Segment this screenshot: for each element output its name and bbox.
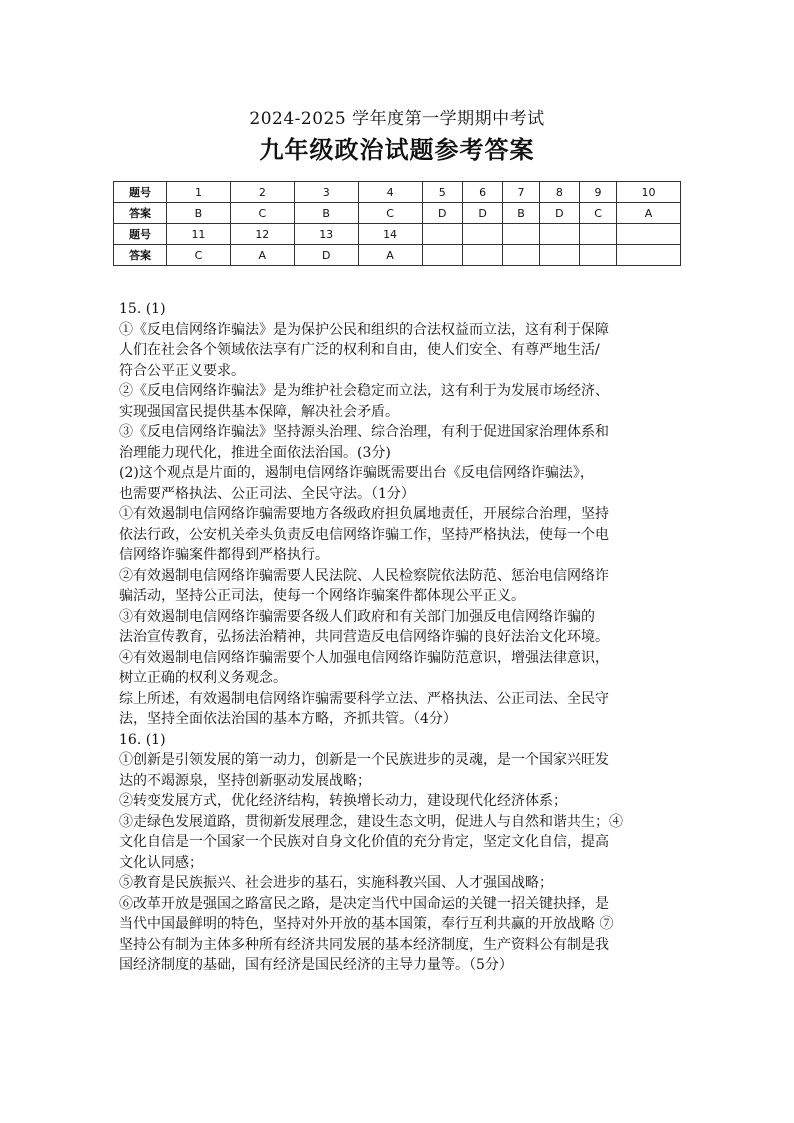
text-line: 也需要严格执法、公正司法、全民守法。（1分） [119, 485, 415, 502]
table-cell: D [462, 203, 502, 224]
table-cell: C [230, 203, 294, 224]
table-cell: 3 [294, 182, 358, 203]
text-line: ⑤教育是民族振兴、社会进步的基石，实施科教兴国、人才强国战略； [119, 875, 553, 891]
table-cell: 8 [539, 182, 579, 203]
answer-table [113, 181, 681, 266]
table-cell: 5 [422, 182, 462, 203]
text-line: 实现强国富民提供基本保障，解决社会矛盾。 [119, 403, 399, 420]
text-line: ②《反电信网络诈骗法》是为维护社会稳定而立法，这有利于为发展市场经济、 [119, 383, 609, 399]
table-cell [503, 245, 539, 266]
table-cell: A [230, 245, 294, 266]
text-line: 法，坚持全面依法治国的基本方略，齐抓共管。（4分） [119, 711, 457, 727]
table-cell: B [503, 203, 539, 224]
text-line: 骗活动，坚持公正司法，使每一个网络诈骗案件都体现公平正义。 [119, 588, 525, 604]
text-line: 15. (1) [119, 301, 166, 317]
table-cell: 13 [294, 224, 358, 245]
row-header: 答案 [114, 245, 167, 266]
text-line: ①创新是引领发展的第一动力，创新是一个民族进步的灵魂，是一个国家兴旺发 [119, 752, 609, 768]
table-cell: 6 [462, 182, 502, 203]
answer-table-row [114, 245, 681, 266]
row-header: 题号 [114, 224, 167, 245]
table-cell: 2 [230, 182, 294, 203]
text-line: ①有效遏制电信网络诈骗需要地方各级政府担负属地责任，开展综合治理，坚持 [119, 506, 609, 522]
table-cell [580, 224, 617, 245]
answer-table-row [114, 182, 681, 203]
text-line: 人们在社会各个领域依法享有广泛的权利和自由，使人们安全、有尊严地生活/ [119, 342, 600, 358]
text-line: ②转变发展方式，优化经济结构，转换增长动力，建设现代化经济体系； [119, 793, 567, 809]
table-cell: 14 [358, 224, 422, 245]
text-line: 法治宣传教育，弘扬法治精神，共同营造反电信网络诈骗的良好法治文化环境。 [119, 629, 609, 645]
text-line: ②有效遏制电信网络诈骗需要人民法院、人民检察院依法防范、惩治电信网络诈 [119, 567, 609, 584]
table-cell [617, 245, 681, 266]
text-line: ⑥改革开放是强国之路富民之路，是决定当代中国命运的关键一招关键抉择，是 [119, 895, 609, 912]
text-line: ③有效遏制电信网络诈骗需要各级人们政府和有关部门加强反电信网络诈骗的 [119, 608, 595, 625]
table-cell [462, 245, 502, 266]
table-cell: C [358, 203, 422, 224]
table-cell: 7 [503, 182, 539, 203]
text-line: 树立正确的权利义务观念。 [119, 670, 287, 686]
text-line: 文化认同感； [119, 854, 203, 871]
text-line: 符合公平正义要求。 [119, 362, 245, 379]
table-cell [539, 245, 579, 266]
table-cell [422, 245, 462, 266]
text-line: ④有效遏制电信网络诈骗需要个人加强电信网络诈骗防范意识，增强法律意识， [119, 649, 609, 666]
text-line: ③《反电信网络诈骗法》坚持源头治理、综合治理，有利于促进国家治理体系和 [119, 424, 609, 440]
answer-table-row [114, 224, 681, 245]
text-line: 治理能力现代化，推进全面依法治国。(3分) [119, 444, 391, 461]
text-line: 当代中国最鲜明的特色，坚持对外开放的基本国策，奉行互利共赢的开放战略 ⑦ [119, 916, 614, 932]
text-line: (2)这个观点是片面的，遏制电信网络诈骗既需要出台《反电信网络诈骗法》， [119, 465, 594, 481]
table-cell: 4 [358, 182, 422, 203]
text-line: 依法行政，公安机关牵头负责反电信网络诈骗工作，坚持严格执法，使每一个电 [119, 526, 609, 543]
table-cell [539, 224, 579, 245]
exam-title: 2024-2025 学年度第一学期期中考试 [249, 109, 545, 129]
table-cell [580, 245, 617, 266]
table-cell: 1 [167, 182, 231, 203]
answer-table-row [114, 203, 681, 224]
table-cell [503, 224, 539, 245]
text-line: ③走绿色发展道路，贯彻新发展理念，建设生态文明，促进人与自然和谐共生；④ [119, 813, 623, 830]
text-line: 文化自信是一个国家一个民族对自身文化价值的充分肯定，坚定文化自信，提高 [119, 834, 609, 850]
table-cell: C [167, 245, 231, 266]
row-header: 答案 [114, 203, 167, 224]
table-cell: 11 [167, 224, 231, 245]
answer-text [119, 299, 681, 976]
table-cell: A [617, 203, 681, 224]
table-cell: C [580, 203, 617, 224]
table-cell [617, 224, 681, 245]
row-header: 题号 [114, 182, 167, 203]
table-cell [462, 224, 502, 245]
text-line: 16. (1) [119, 731, 166, 748]
table-cell: 9 [580, 182, 617, 203]
table-cell: 12 [230, 224, 294, 245]
table-cell: A [358, 245, 422, 266]
table-cell: D [539, 203, 579, 224]
text-line: 综上所述，有效遏制电信网络诈骗需要科学立法、严格执法、公正司法、全民守 [119, 690, 609, 707]
table-cell: D [294, 245, 358, 266]
table-cell [422, 224, 462, 245]
text-line: 达的不竭源泉，坚持创新驱动发展战略； [119, 772, 371, 789]
text-line: 国经济制度的基础，国有经济是国民经济的主导力量等。（5分） [119, 957, 513, 973]
table-cell: B [167, 203, 231, 224]
table-cell: 10 [617, 182, 681, 203]
table-cell: B [294, 203, 358, 224]
text-line: ①《反电信网络诈骗法》是为保护公民和组织的合法权益而立法，这有利于保障 [119, 321, 609, 338]
table-cell: D [422, 203, 462, 224]
text-line: 坚持公有制为主体多种所有经济共同发展的基本经济制度，生产资料公有制是我 [119, 936, 609, 953]
text-line: 信网络诈骗案件都得到严格执行。 [119, 547, 329, 563]
answer-key-title: 九年级政治试题参考答案 [259, 135, 535, 164]
